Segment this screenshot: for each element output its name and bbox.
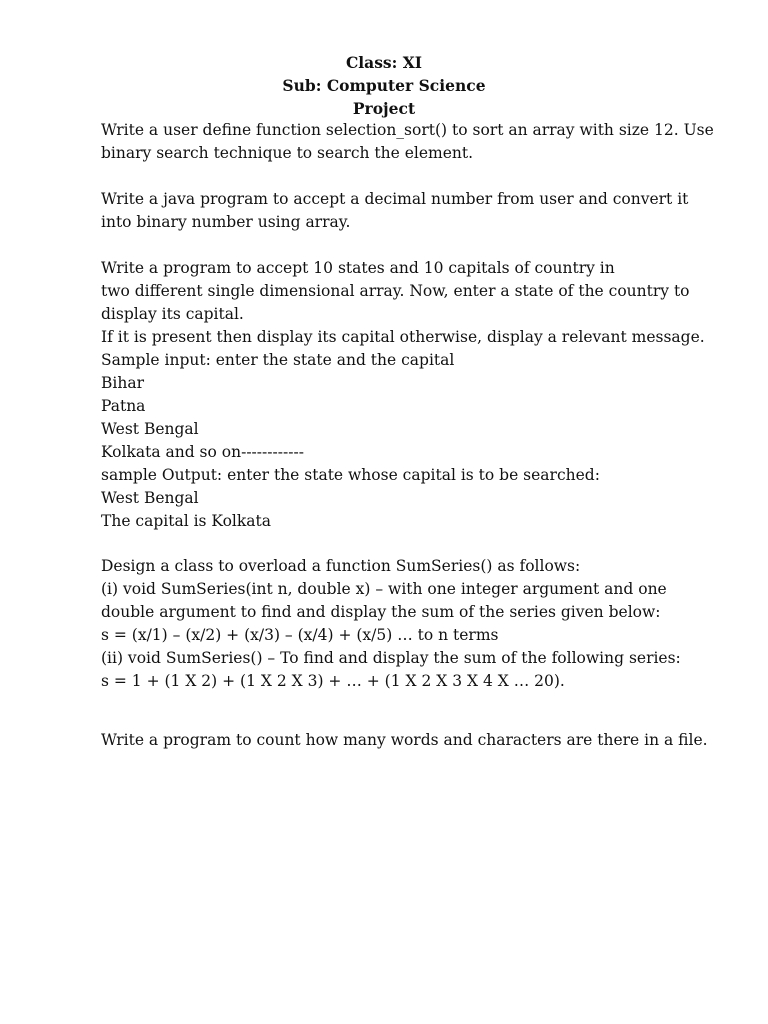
question-line: binary search technique to search the element.: [101, 144, 474, 162]
question-line: two different single dimensional array. Now, enter a state of the country to: [101, 282, 690, 300]
question-line: s = (x/1) – (x/2) + (x/3) – (x/4) + (x/5) … to n terms: [101, 626, 499, 644]
question-5: [101, 729, 741, 752]
question-line: Kolkata and so on------------: [101, 443, 304, 461]
question-line: s = 1 + (1 X 2) + (1 X 2 X 3) + … + (1 X 2 X 3 X 4 X … 20).: [101, 672, 565, 690]
question-1: [101, 119, 741, 165]
question-line: The capital is Kolkata: [101, 512, 271, 530]
question-line: Write a java program to accept a decimal number from user and convert it: [101, 190, 689, 208]
question-line: Design a class to overload a function SumSeries() as follows:: [101, 557, 581, 575]
question-4: [101, 555, 741, 693]
document-header: [0, 51, 768, 120]
question-line: Sample input: enter the state and the capital: [101, 351, 455, 369]
question-2: [101, 188, 741, 234]
question-line: (i) void SumSeries(int n, double x) – with one integer argument and one: [101, 580, 667, 598]
class-heading: Class: XI: [345, 53, 423, 72]
question-line: If it is present then display its capital otherwise, display a relevant message.: [101, 328, 705, 346]
subject-heading: Sub: Computer Science: [282, 76, 486, 95]
question-line: Patna: [101, 397, 146, 415]
question-line: Write a program to count how many words and characters are there in a file.: [101, 731, 708, 749]
question-line: West Bengal: [101, 489, 199, 507]
question-line: display its capital.: [101, 305, 244, 323]
question-line: into binary number using array.: [101, 213, 351, 231]
question-line: Write a user define function selection_sort() to sort an array with size 12. Use: [101, 121, 714, 139]
question-line: double argument to find and display the sum of the series given below:: [101, 603, 661, 621]
question-3: [101, 257, 741, 533]
question-line: sample Output: enter the state whose capital is to be searched:: [101, 466, 600, 484]
question-line: (ii) void SumSeries() – To find and display the sum of the following series:: [101, 649, 681, 667]
question-line: Write a program to accept 10 states and 10 capitals of country in: [101, 259, 615, 277]
project-heading: Project: [352, 99, 416, 118]
question-line: West Bengal: [101, 420, 199, 438]
question-line: Bihar: [101, 374, 144, 392]
